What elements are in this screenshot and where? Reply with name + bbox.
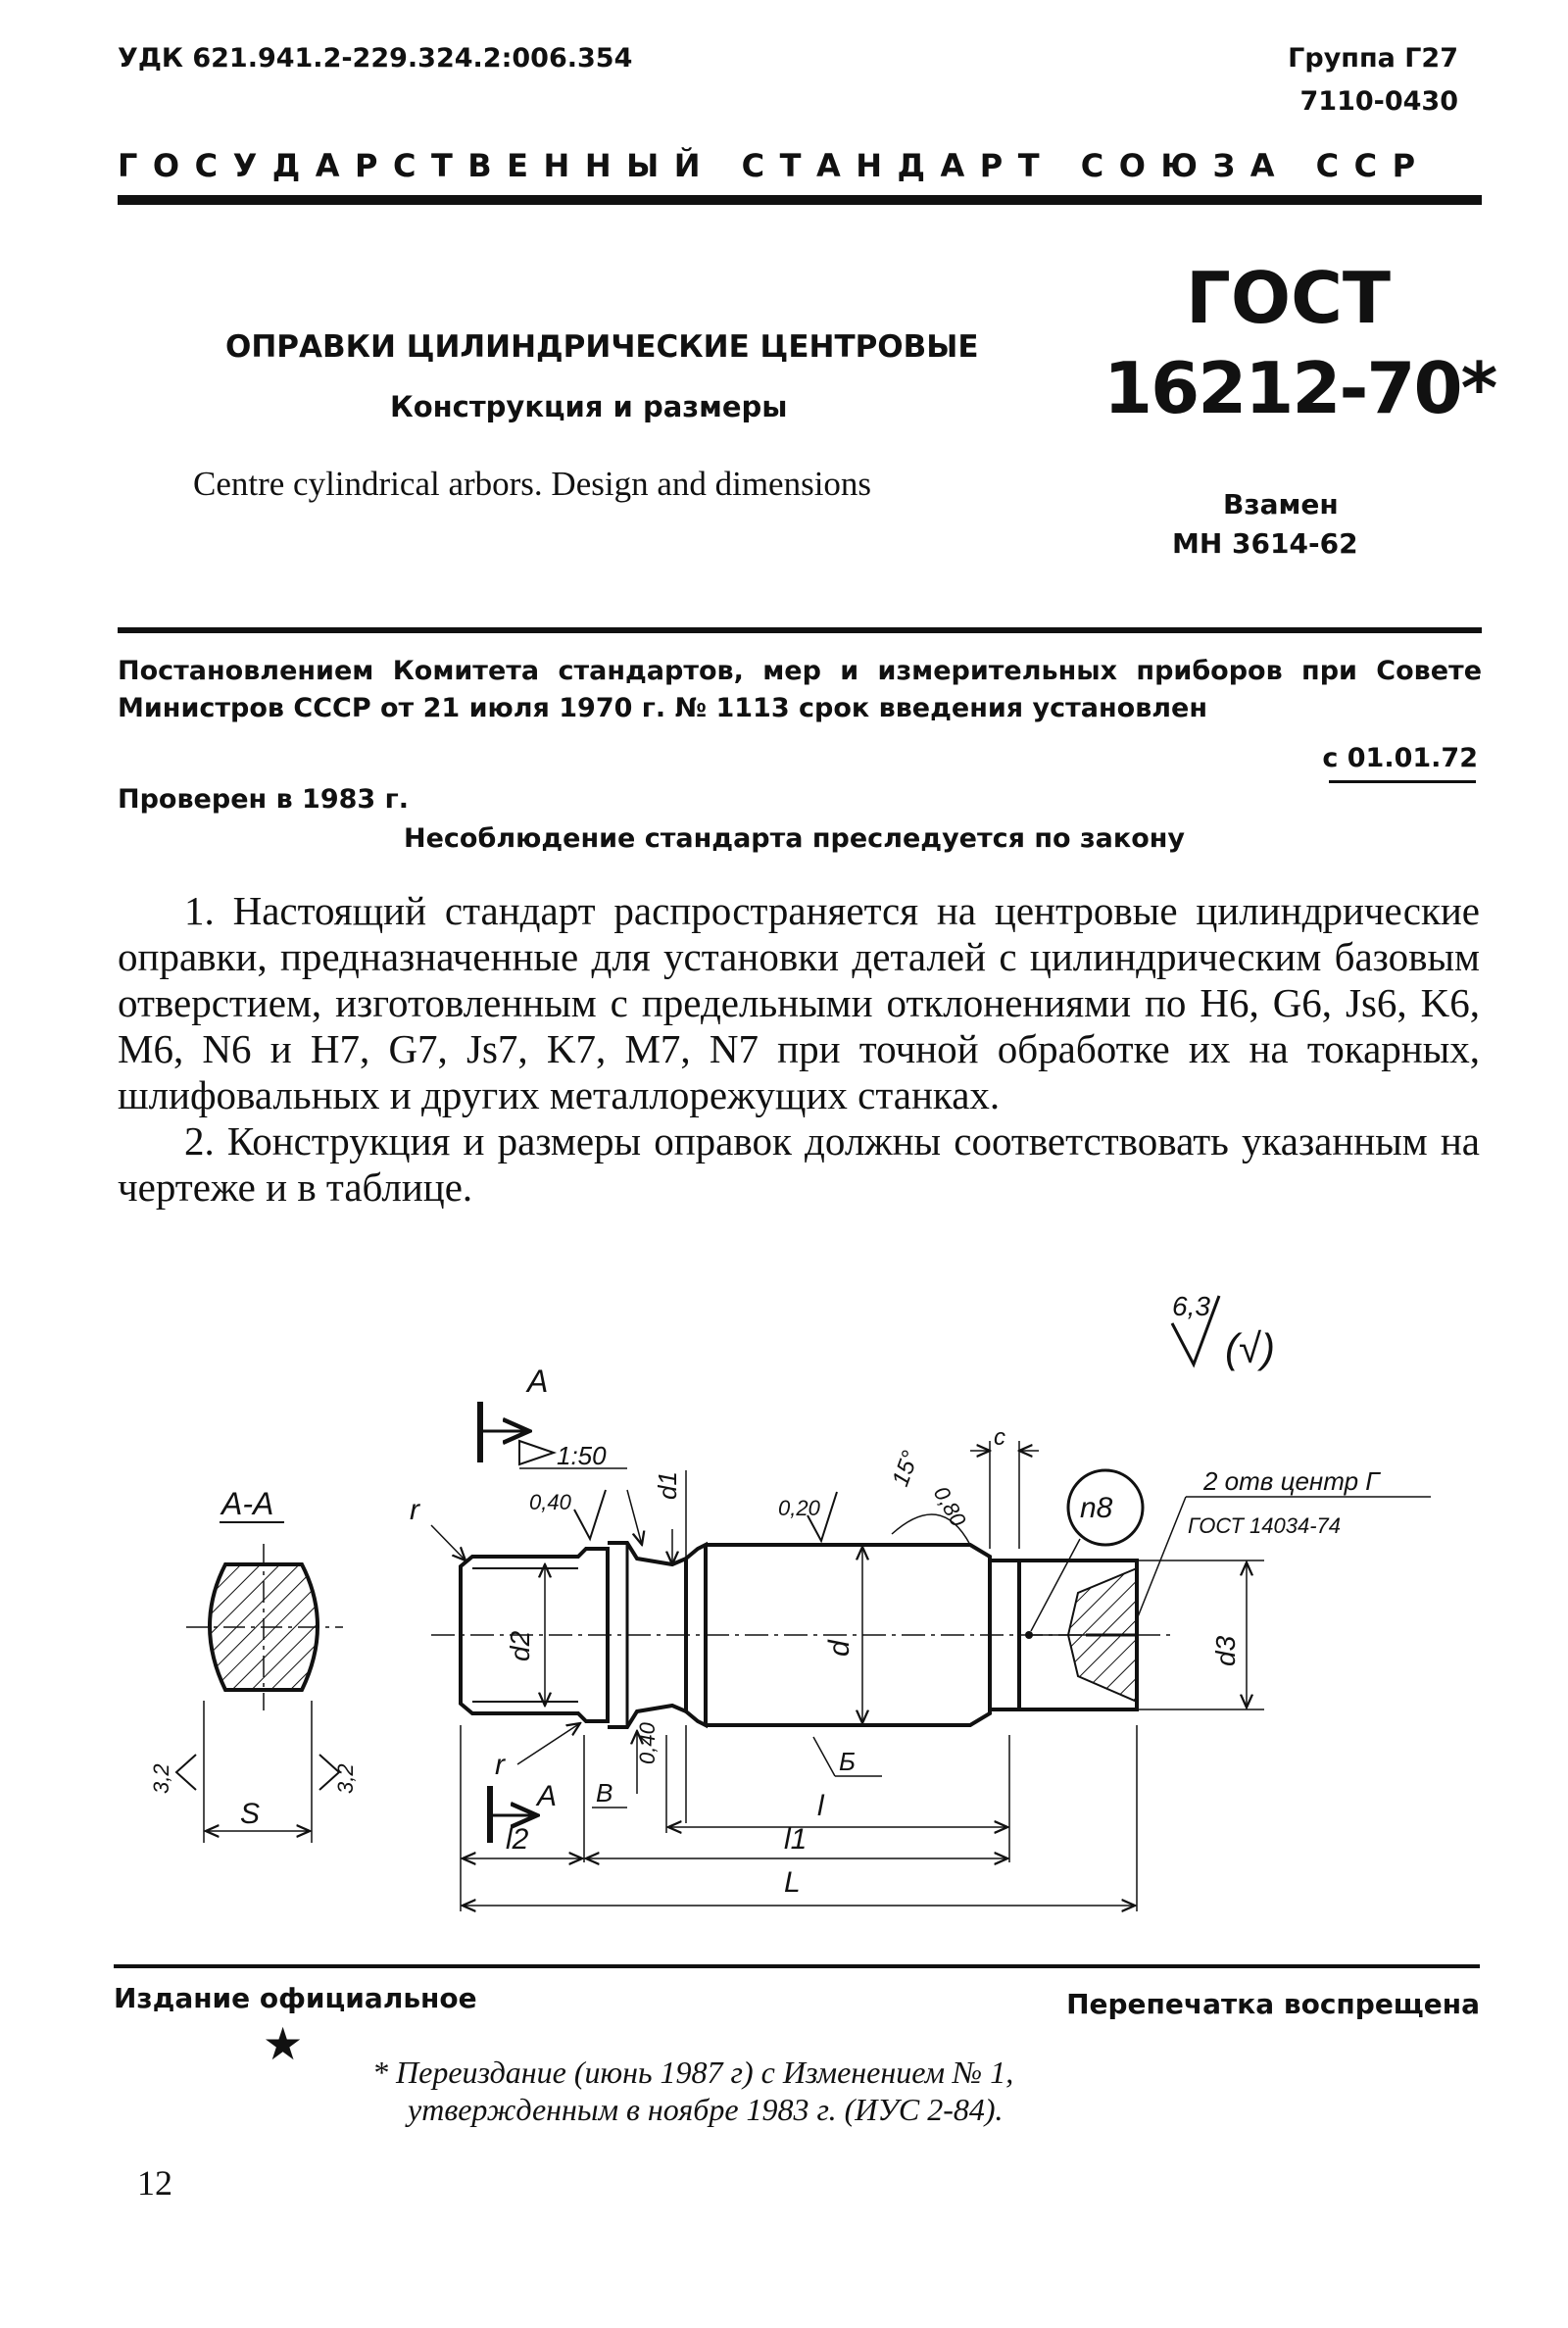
angle-15: 15°: [887, 1447, 925, 1491]
section-a-top: А: [527, 1363, 549, 1399]
reprint-forbidden: Перепечатка воспрещена: [1066, 1988, 1480, 2020]
title-rule: [118, 627, 1482, 633]
taper-value: 1:50: [557, 1441, 607, 1470]
replaces-value: МН 3614-62: [1172, 527, 1358, 560]
document-title: ОПРАВКИ ЦИЛИНДРИЧЕСКИЕ ЦЕНТРОВЫЕ: [225, 329, 979, 365]
holes-note-1: 2 отв центр Г: [1203, 1466, 1380, 1496]
tolerance-n8: n8: [1080, 1492, 1113, 1524]
footer-rule: [114, 1964, 1480, 1968]
gost-label: ГОСТ: [1186, 257, 1392, 339]
section-aa-label: А-А: [221, 1486, 274, 1521]
dim-d2: d2: [505, 1630, 535, 1661]
radius-top: r: [410, 1494, 419, 1526]
decree-text: Постановлением Комитета стандартов, мер и измерительных приборов при Совете Министров СССР от 21 июля 1970 г. № 1113 срок введения установлен: [118, 656, 1482, 723]
dim-l: l: [817, 1790, 824, 1822]
holes-note-2: ГОСТ 14034-74: [1188, 1513, 1342, 1538]
ra-020: 0,20: [778, 1496, 820, 1520]
dim-c: c: [994, 1424, 1005, 1451]
checked-note: Проверен в 1983 г.: [118, 784, 409, 815]
ra-040-top: 0,40: [529, 1490, 571, 1514]
decree-date: с 01.01.72: [1322, 743, 1478, 773]
roughness-paren-icon: (√): [1225, 1325, 1276, 1371]
dim-d3: d3: [1210, 1635, 1241, 1666]
dim-l1: l1: [784, 1823, 808, 1856]
official-edition: Издание официальное: [114, 1982, 477, 2014]
header-rule: [118, 195, 1482, 205]
paragraph-2: 2. Конструкция и размеры оправок должны соответствовать указанным на чертеже и в таблице.: [118, 1118, 1480, 1210]
document-subtitle: Конструкция и размеры: [390, 390, 788, 423]
letter-v: В: [596, 1778, 613, 1808]
roughness-value: 6,3: [1172, 1291, 1210, 1321]
udk-code: УДК 621.941.2-229.324.2:006.354: [118, 43, 633, 74]
radius-bottom: r: [495, 1749, 505, 1781]
dim-l2: l2: [506, 1823, 529, 1856]
ra-080: 0,80: [928, 1482, 971, 1531]
reprint-note-line2: утвержденным в ноябре 1983 г. (ИУС 2-84).: [408, 2092, 1004, 2127]
decree-date-underline: [1329, 780, 1476, 783]
ra-32-right: 3,2: [333, 1763, 358, 1794]
group-code: Группа Г27: [1288, 43, 1458, 74]
dim-L: L: [784, 1866, 801, 1899]
legal-warning: Несоблюдение стандарта преследуется по закону: [404, 823, 1186, 854]
reprint-note-line1: * Переиздание (июнь 1987 г) с Изменением № 1,: [372, 2055, 1014, 2090]
gost-number: 16212-70*: [1103, 347, 1496, 429]
classification-code: 7110-0430: [1299, 86, 1458, 117]
ra-040-bottom: 0,40: [635, 1722, 660, 1764]
english-title: Centre cylindrical arbors. Design and dimensions: [193, 465, 872, 503]
star-icon: ★: [263, 2017, 304, 2070]
taper-icon: [519, 1441, 554, 1464]
paragraph-1: 1. Настоящий стандарт распространяется на центровые цилиндрические оправки, предназначенные для установки деталей с цилиндрическим базовым отверстием, изготовленным с предельными отклонениями по H6, G6, Js6, K6, M6, N6 и H7, G7, Js7, K7, M7, N7 при точной обработке их на токарных, шлифовальных и других металлорежущих станках.: [118, 888, 1480, 1117]
arbor-drawing: [0, 1264, 1568, 1951]
letter-b: Б: [839, 1747, 856, 1776]
page-number: 12: [137, 2163, 172, 2203]
ra-32-left: 3,2: [149, 1763, 173, 1794]
body-text: [118, 888, 1480, 1211]
dim-s: S: [240, 1798, 261, 1830]
section-a-bottom: А: [537, 1780, 558, 1812]
state-standard-banner: ГОСУДАРСТВЕННЫЙ СТАНДАРТ СОЮЗА ССР: [118, 147, 1431, 184]
dim-d1: d1: [653, 1471, 682, 1500]
replaces-label: Взамен: [1223, 488, 1339, 520]
dim-d: d: [823, 1640, 856, 1657]
